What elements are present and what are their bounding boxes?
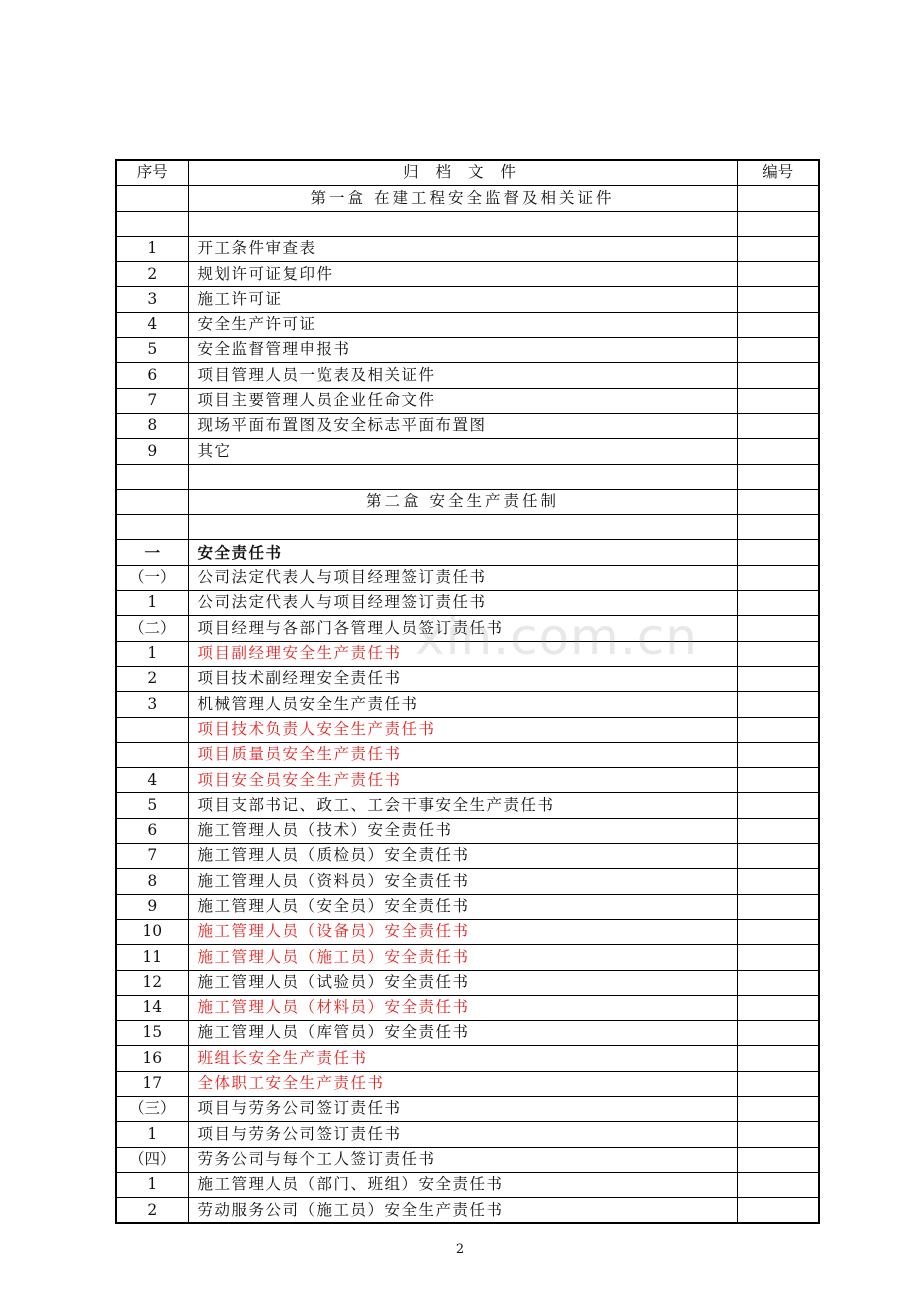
seq-cell: 10 <box>116 919 188 944</box>
table-row <box>116 641 819 666</box>
seq-cell: 2 <box>116 666 188 691</box>
table-row <box>116 287 819 312</box>
code-cell <box>737 919 819 944</box>
section-row <box>116 186 819 211</box>
header-code: 编号 <box>737 160 819 186</box>
file-cell: 班组长安全生产责任书 <box>188 1046 737 1071</box>
seq-cell: 4 <box>116 768 188 793</box>
table-row <box>116 945 819 970</box>
table-row <box>116 338 819 363</box>
seq-cell <box>116 489 188 514</box>
seq-cell: 3 <box>116 287 188 312</box>
file-cell <box>188 515 737 540</box>
seq-cell: 7 <box>116 844 188 869</box>
table-row <box>116 919 819 944</box>
header-seq: 序号 <box>116 160 188 186</box>
seq-cell: 1 <box>116 236 188 261</box>
code-cell <box>737 768 819 793</box>
table-row <box>116 1122 819 1147</box>
file-cell: 施工管理人员（安全员）安全责任书 <box>188 894 737 919</box>
seq-cell: 一 <box>116 540 188 565</box>
seq-cell: 1 <box>116 641 188 666</box>
table-row <box>116 692 819 717</box>
code-cell <box>737 338 819 363</box>
file-cell: 项目副经理安全生产责任书 <box>188 641 737 666</box>
file-cell: 规划许可证复印件 <box>188 262 737 287</box>
section-title: 第一盒 在建工程安全监督及相关证件 <box>188 186 737 211</box>
code-cell <box>737 995 819 1020</box>
table-row <box>116 742 819 767</box>
code-cell <box>737 1172 819 1197</box>
seq-cell: 9 <box>116 439 188 464</box>
code-cell <box>737 312 819 337</box>
seq-cell <box>116 742 188 767</box>
code-cell <box>737 616 819 641</box>
table-row <box>116 1021 819 1046</box>
code-cell <box>737 692 819 717</box>
seq-cell: 6 <box>116 363 188 388</box>
table-row <box>116 388 819 413</box>
code-cell <box>737 236 819 261</box>
code-cell <box>737 211 819 236</box>
file-cell: 施工管理人员（质检员）安全责任书 <box>188 844 737 869</box>
file-cell: 其它 <box>188 439 737 464</box>
seq-cell: （三） <box>116 1096 188 1121</box>
file-cell: 项目支部书记、政工、工会干事安全生产责任书 <box>188 793 737 818</box>
seq-cell: 1 <box>116 1172 188 1197</box>
table-row <box>116 591 819 616</box>
seq-cell: （四） <box>116 1147 188 1172</box>
code-cell <box>737 186 819 211</box>
seq-cell: 4 <box>116 312 188 337</box>
code-cell <box>737 439 819 464</box>
header-file: 归 档 文 件 <box>188 160 737 186</box>
code-cell <box>737 262 819 287</box>
table-row <box>116 439 819 464</box>
table-row <box>116 236 819 261</box>
table-row <box>116 970 819 995</box>
table-row <box>116 844 819 869</box>
file-cell: 项目安全员安全生产责任书 <box>188 768 737 793</box>
code-cell <box>737 844 819 869</box>
code-cell <box>737 1147 819 1172</box>
file-cell: 施工管理人员（材料员）安全责任书 <box>188 995 737 1020</box>
file-cell: 全体职工安全生产责任书 <box>188 1071 737 1096</box>
code-cell <box>737 287 819 312</box>
seq-cell <box>116 186 188 211</box>
seq-cell: 17 <box>116 1071 188 1096</box>
file-cell: 开工条件审查表 <box>188 236 737 261</box>
watermark: xin.com.cn <box>415 608 698 666</box>
seq-cell: 3 <box>116 692 188 717</box>
table-row <box>116 1046 819 1071</box>
seq-cell: 2 <box>116 262 188 287</box>
section-row <box>116 489 819 514</box>
code-cell <box>737 894 819 919</box>
code-cell <box>737 515 819 540</box>
file-cell: 公司法定代表人与项目经理签订责任书 <box>188 565 737 590</box>
seq-cell: 2 <box>116 1198 188 1224</box>
seq-cell: （一） <box>116 565 188 590</box>
code-cell <box>737 641 819 666</box>
table-row <box>116 565 819 590</box>
code-cell <box>737 489 819 514</box>
seq-cell: 1 <box>116 1122 188 1147</box>
table-row <box>116 768 819 793</box>
file-cell: 施工管理人员（资料员）安全责任书 <box>188 869 737 894</box>
seq-cell: 15 <box>116 1021 188 1046</box>
table-row <box>116 540 819 565</box>
table-row <box>116 995 819 1020</box>
code-cell <box>737 869 819 894</box>
file-cell: 项目与劳务公司签订责任书 <box>188 1096 737 1121</box>
table-row <box>116 1198 819 1224</box>
file-cell: 公司法定代表人与项目经理签订责任书 <box>188 591 737 616</box>
file-cell: 项目质量员安全生产责任书 <box>188 742 737 767</box>
archive-table <box>115 159 820 1224</box>
table-row <box>116 363 819 388</box>
code-cell <box>737 717 819 742</box>
code-cell <box>737 1071 819 1096</box>
file-cell: 项目技术负责人安全生产责任书 <box>188 717 737 742</box>
file-cell: 项目与劳务公司签订责任书 <box>188 1122 737 1147</box>
code-cell <box>737 540 819 565</box>
file-cell: 机械管理人员安全生产责任书 <box>188 692 737 717</box>
section-title: 第二盒 安全生产责任制 <box>188 489 737 514</box>
archive-table-body <box>116 160 819 1223</box>
table-row <box>116 894 819 919</box>
seq-cell: 11 <box>116 945 188 970</box>
header-row <box>116 160 819 186</box>
file-cell: 施工管理人员（部门、班组）安全责任书 <box>188 1172 737 1197</box>
file-cell: 安全生产许可证 <box>188 312 737 337</box>
code-cell <box>737 742 819 767</box>
table-row <box>116 869 819 894</box>
seq-cell: 9 <box>116 894 188 919</box>
file-cell: 项目主要管理人员企业任命文件 <box>188 388 737 413</box>
seq-cell: 7 <box>116 388 188 413</box>
seq-cell: 16 <box>116 1046 188 1071</box>
table-row <box>116 1172 819 1197</box>
seq-cell: 12 <box>116 970 188 995</box>
table-row <box>116 1071 819 1096</box>
blank-row <box>116 515 819 540</box>
code-cell <box>737 666 819 691</box>
seq-cell: 5 <box>116 793 188 818</box>
table-row <box>116 312 819 337</box>
code-cell <box>737 591 819 616</box>
file-cell: 劳务公司与每个工人签订责任书 <box>188 1147 737 1172</box>
code-cell <box>737 1198 819 1224</box>
seq-cell: （二） <box>116 616 188 641</box>
code-cell <box>737 945 819 970</box>
seq-cell <box>116 515 188 540</box>
file-cell: 安全监督管理申报书 <box>188 338 737 363</box>
code-cell <box>737 1096 819 1121</box>
file-cell: 施工管理人员（技术）安全责任书 <box>188 818 737 843</box>
code-cell <box>737 1122 819 1147</box>
code-cell <box>737 464 819 489</box>
code-cell <box>737 1046 819 1071</box>
code-cell <box>737 565 819 590</box>
table-row <box>116 717 819 742</box>
table-row <box>116 1096 819 1121</box>
file-cell <box>188 211 737 236</box>
seq-cell <box>116 717 188 742</box>
table-row <box>116 1147 819 1172</box>
file-cell: 安全责任书 <box>188 540 737 565</box>
file-cell <box>188 464 737 489</box>
code-cell <box>737 1021 819 1046</box>
file-cell: 项目技术副经理安全责任书 <box>188 666 737 691</box>
seq-cell <box>116 464 188 489</box>
seq-cell: 8 <box>116 869 188 894</box>
seq-cell: 8 <box>116 413 188 438</box>
page-number: 2 <box>455 1242 465 1257</box>
table-row <box>116 818 819 843</box>
file-cell: 劳动服务公司（施工员）安全生产责任书 <box>188 1198 737 1224</box>
code-cell <box>737 970 819 995</box>
table-row <box>116 666 819 691</box>
table-row <box>116 262 819 287</box>
table-row <box>116 793 819 818</box>
file-cell: 项目经理与各部门各管理人员签订责任书 <box>188 616 737 641</box>
table-row <box>116 616 819 641</box>
blank-row <box>116 211 819 236</box>
file-cell: 施工管理人员（设备员）安全责任书 <box>188 919 737 944</box>
file-cell: 现场平面布置图及安全标志平面布置图 <box>188 413 737 438</box>
code-cell <box>737 818 819 843</box>
file-cell: 施工管理人员（施工员）安全责任书 <box>188 945 737 970</box>
seq-cell: 14 <box>116 995 188 1020</box>
code-cell <box>737 363 819 388</box>
file-cell: 施工管理人员（试验员）安全责任书 <box>188 970 737 995</box>
file-cell: 施工管理人员（库管员）安全责任书 <box>188 1021 737 1046</box>
seq-cell: 6 <box>116 818 188 843</box>
seq-cell: 1 <box>116 591 188 616</box>
blank-row <box>116 464 819 489</box>
code-cell <box>737 413 819 438</box>
seq-cell: 5 <box>116 338 188 363</box>
file-cell: 施工许可证 <box>188 287 737 312</box>
table-row <box>116 413 819 438</box>
file-cell: 项目管理人员一览表及相关证件 <box>188 363 737 388</box>
code-cell <box>737 388 819 413</box>
seq-cell <box>116 211 188 236</box>
code-cell <box>737 793 819 818</box>
